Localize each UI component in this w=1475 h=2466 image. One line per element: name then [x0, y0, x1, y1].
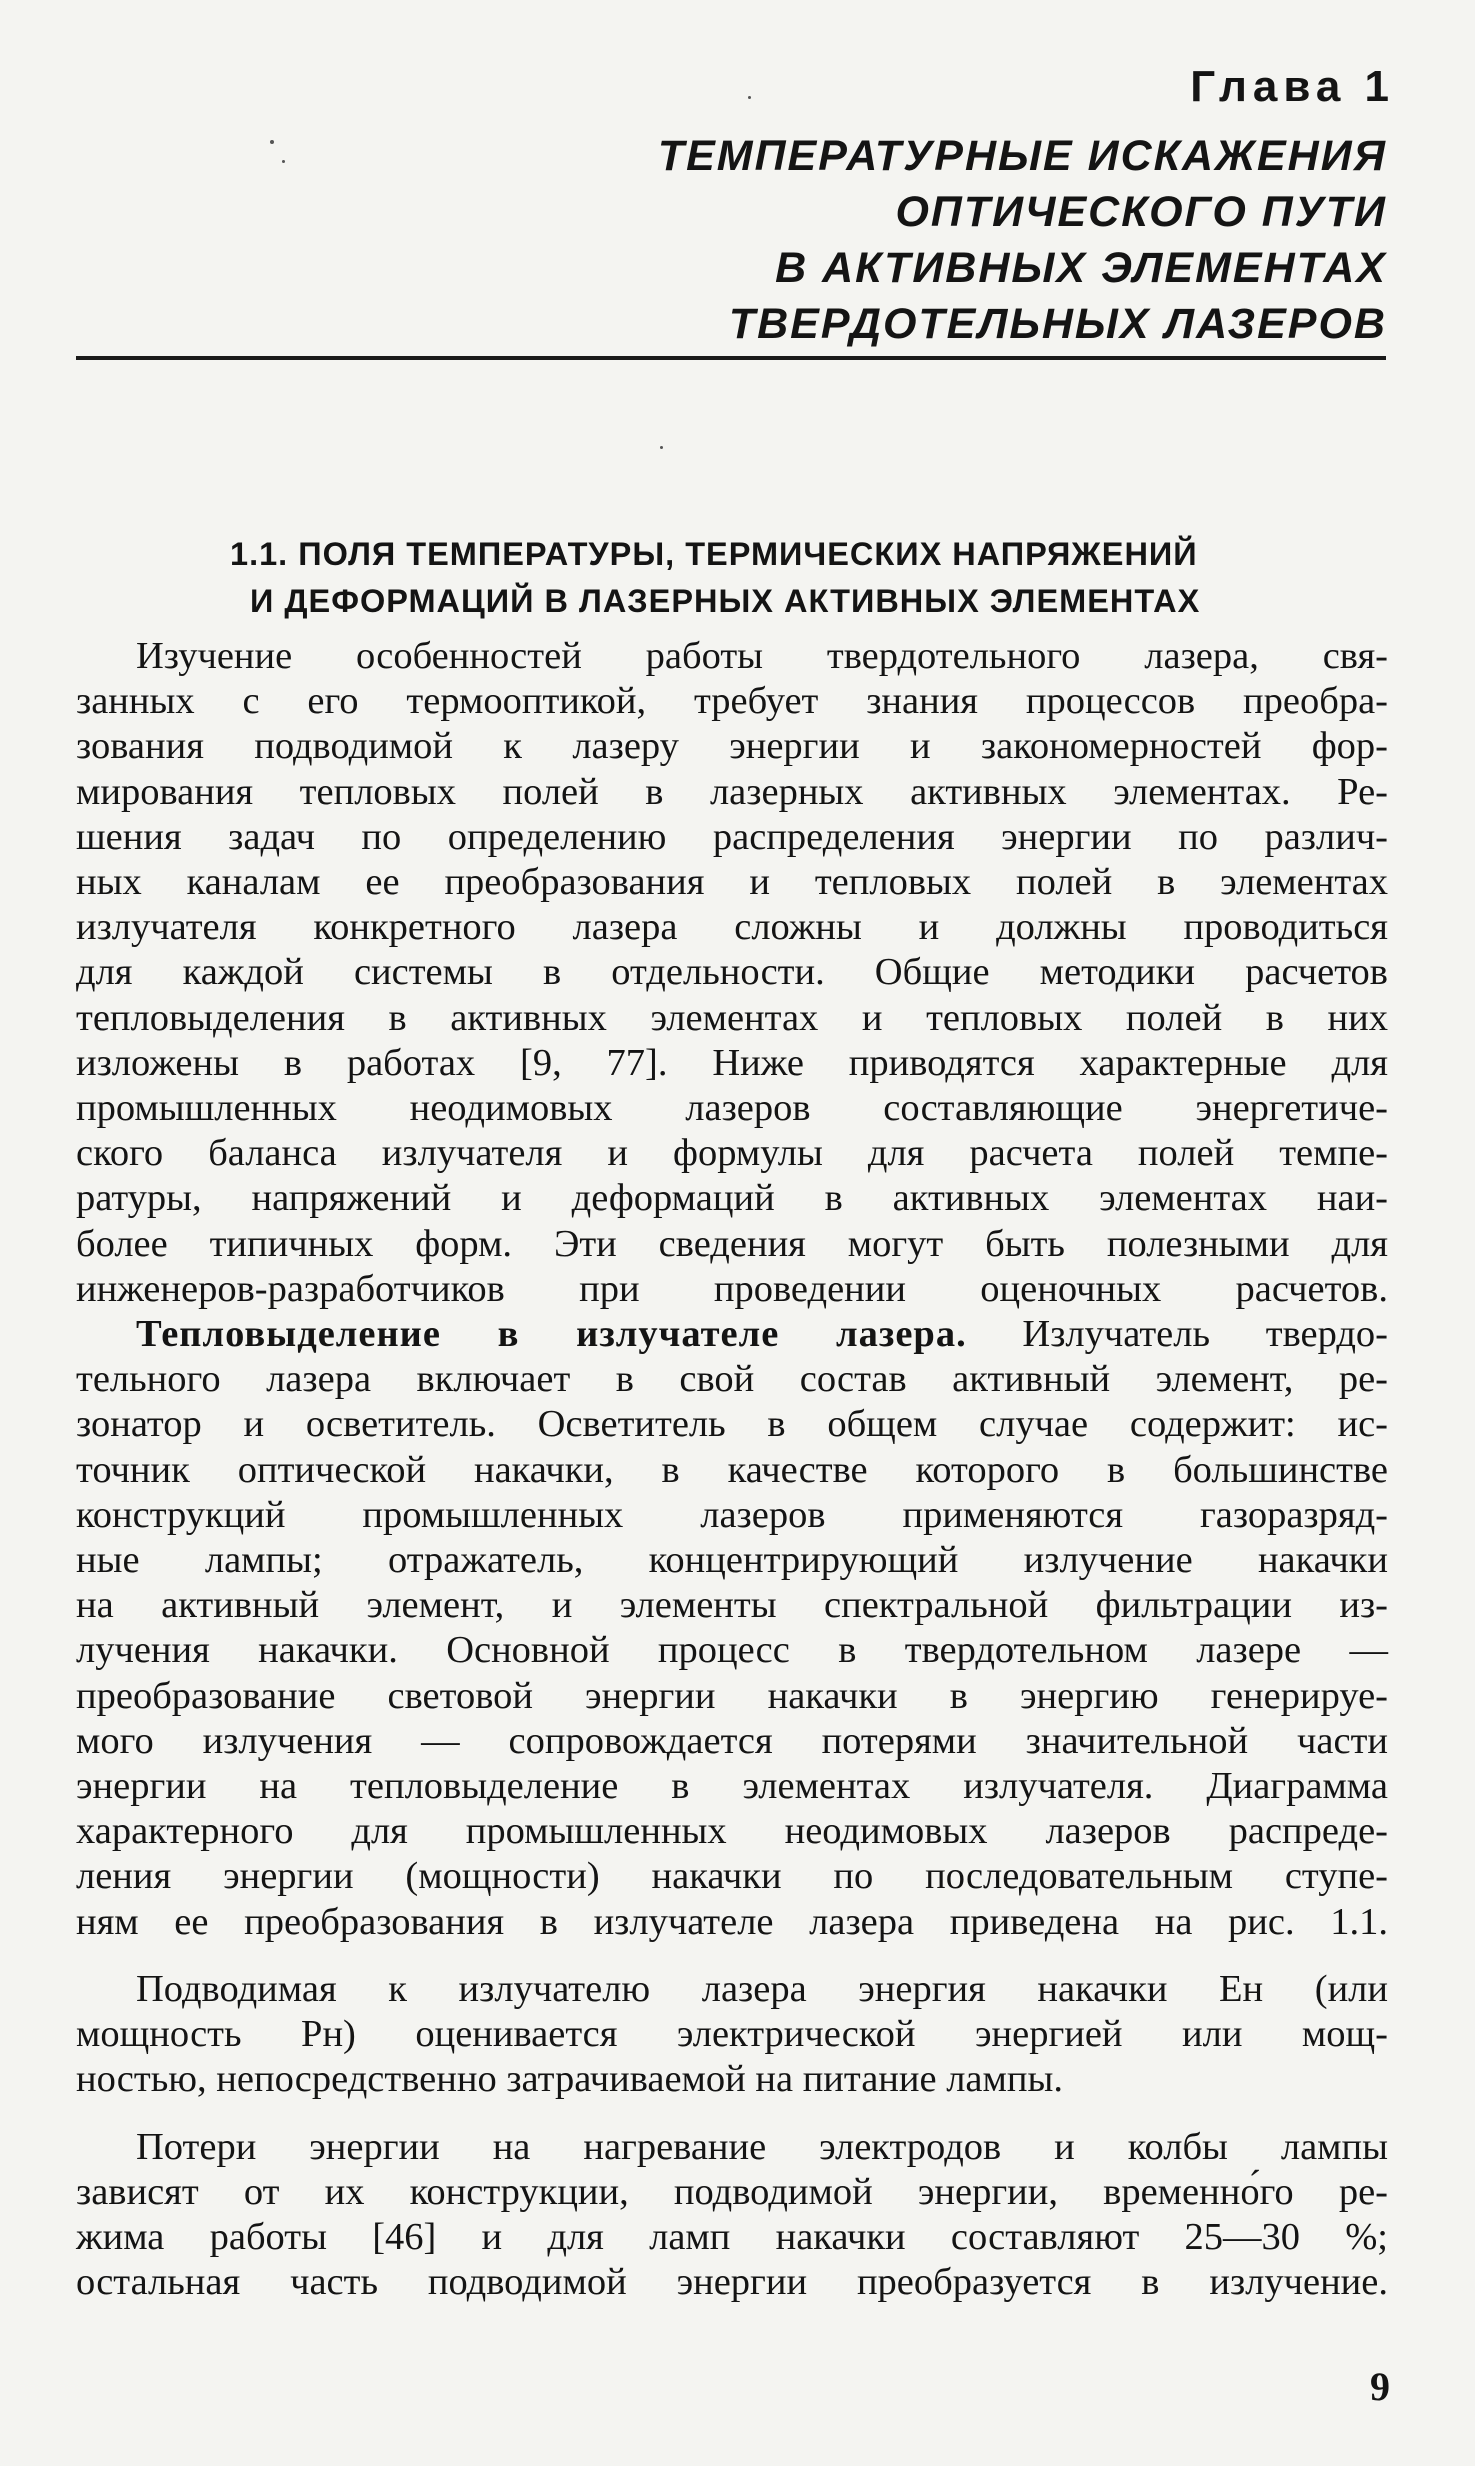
- text-line: Потери энергии на нагревание электродов и колбы лампы: [136, 2125, 1388, 2168]
- text-line: Изучение особенностей работы твердотельного лазера, свя-: [136, 635, 1388, 677]
- text-line: ратуры, напряжений и деформаций в активных элементах наи-: [76, 1177, 1388, 1220]
- text-line: мого излучения — сопровождается потерями значительной части: [76, 1719, 1388, 1762]
- text-line: шения задач по определению распределения энергии по различ-: [76, 815, 1388, 858]
- text-line: промышленных неодимовых лазеров составляющие энергетиче-: [76, 1087, 1388, 1130]
- chapter-title-line: В АКТИВНЫХ ЭЛЕМЕНТАХ: [775, 244, 1387, 292]
- scan-speck: [270, 140, 274, 144]
- chapter-title-line: ТВЕРДОТЕЛЬНЫХ ЛАЗЕРОВ: [728, 300, 1387, 348]
- text-line: жима работы [46] и для ламп накачки составляют 25—30 %;: [76, 2215, 1388, 2258]
- run-in-heading: Тепловыделение в излучателе лазера.: [136, 1313, 967, 1356]
- section-heading: [230, 531, 1390, 625]
- chapter-divider: [76, 356, 1386, 360]
- text-line: тепловыделения в активных элементах и тепловых полей в них: [76, 996, 1388, 1039]
- text-line: ления энергии (мощности) накачки по последовательным ступе-: [76, 1855, 1388, 1898]
- paragraph-3: [76, 1967, 1388, 2103]
- text-line: мощность Pн) оценивается электрической энергией или мощ-: [76, 2013, 1388, 2056]
- text-line: преобразование световой энергии накачки в энергию генерируе-: [76, 1674, 1388, 1717]
- text-line: изложены в работах [9, 77]. Ниже приводятся характерные для: [76, 1041, 1388, 1084]
- text-line: на активный элемент, и элементы спектральной фильтрации из-: [76, 1584, 1388, 1627]
- scan-speck: [282, 160, 285, 163]
- chapter-title-line: ОПТИЧЕСКОГО ПУТИ: [895, 188, 1387, 236]
- text-line-rest: Излучатель твердо-: [1022, 1313, 1389, 1356]
- text-line: [76, 1312, 1388, 1357]
- text-line: излучателя конкретного лазера сложны и должны проводиться: [76, 906, 1388, 949]
- scan-speck: [748, 96, 751, 99]
- text-line: Подводимая к излучателю лазера энергия накачки Eн (или: [136, 1967, 1388, 2010]
- text-line: ням ее преобразования в излучателе лазера приведена на рис. 1.1.: [76, 1900, 1388, 1943]
- text-line: зонатор и осветитель. Осветитель в общем случае содержит: ис-: [76, 1403, 1388, 1446]
- text-line: более типичных форм. Эти сведения могут быть полезными для: [76, 1222, 1388, 1265]
- scan-speck: [660, 446, 663, 449]
- text-line: зависят от их конструкции, подводимой энергии, временно́го ре-: [76, 2170, 1388, 2213]
- text-line: зования подводимой к лазеру энергии и закономерностей фор-: [76, 725, 1388, 768]
- text-line: ского баланса излучателя и формулы для расчета полей темпе-: [76, 1132, 1388, 1175]
- section-heading-line: И ДЕФОРМАЦИЙ В ЛАЗЕРНЫХ АКТИВНЫХ ЭЛЕМЕНТАХ: [250, 583, 1201, 619]
- text-line: энергии на тепловыделение в элементах излучателя. Диаграмма: [76, 1765, 1388, 1808]
- chapter-title-line: ТЕМПЕРАТУРНЫЕ ИСКАЖЕНИЯ: [657, 132, 1387, 180]
- text-line: ных каналам ее преобразования и тепловых полей в элементах: [76, 861, 1388, 904]
- page-number: 9: [1370, 2364, 1390, 2409]
- text-line: лучения накачки. Основной процесс в твердотельном лазере —: [76, 1629, 1388, 1672]
- text-line: характерного для промышленных неодимовых лазеров распреде-: [76, 1810, 1388, 1853]
- text-line: остальная часть подводимой энергии преобразуется в излучение.: [76, 2261, 1388, 2304]
- text-line: мирования тепловых полей в лазерных активных элементах. Ре-: [76, 770, 1388, 813]
- text-line: точник оптической накачки, в качестве которого в большинстве: [76, 1448, 1388, 1491]
- text-line: ностью, непосредственно затрачиваемой на питание лампы.: [76, 2058, 1063, 2101]
- chapter-title: [487, 128, 1387, 352]
- text-line: для каждой системы в отдельности. Общие методики расчетов: [76, 951, 1388, 994]
- paragraph-2: [76, 1312, 1388, 1945]
- text-line: занных с его термооптикой, требует знания процессов преобра-: [76, 680, 1388, 723]
- text-line: инженеров-разработчиков при проведении оценочных расчетов.: [76, 1267, 1388, 1310]
- body-text: [76, 634, 1388, 2305]
- section-heading-line: 1.1. ПОЛЯ ТЕМПЕРАТУРЫ, ТЕРМИЧЕСКИХ НАПРЯЖЕНИЙ: [230, 536, 1198, 572]
- paragraph-1: [76, 634, 1388, 1312]
- text-line: конструкций промышленных лазеров применяются газоразряд-: [76, 1493, 1388, 1536]
- text-line: тельного лазера включает в свой состав активный элемент, ре-: [76, 1358, 1388, 1401]
- paragraph-4: [76, 2125, 1388, 2306]
- text-line: ные лампы; отражатель, концентрирующий излучение накачки: [76, 1539, 1388, 1582]
- chapter-label: Глава 1: [1190, 62, 1395, 111]
